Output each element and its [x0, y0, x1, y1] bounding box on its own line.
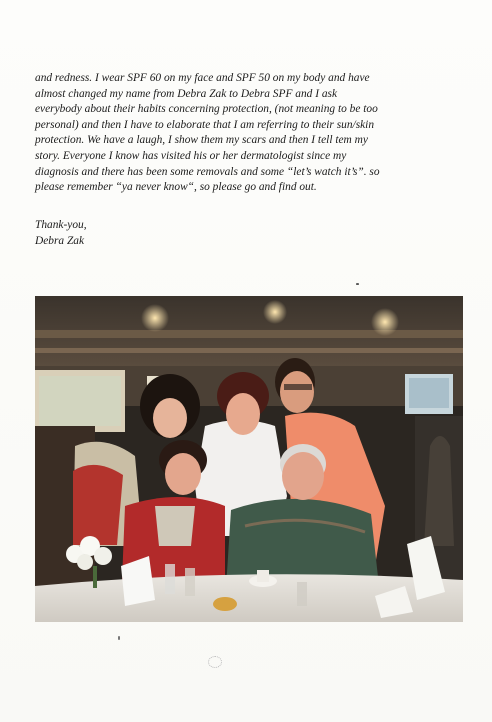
- scan-speck: [118, 636, 120, 640]
- signature-name: Debra Zak: [35, 234, 85, 247]
- letter-line: story. Everyone I know has visited his or her dermatologist since my: [35, 149, 347, 162]
- scan-speck: [356, 283, 359, 285]
- scan-speck: [208, 656, 222, 668]
- letter-body: [35, 71, 467, 196]
- letter-line: please remember “ya never know“, so please go and find out.: [35, 181, 317, 194]
- letter-line: diagnosis and there has been some removals and some “let’s watch it’s”. so: [35, 165, 380, 178]
- closing-text: Thank-you,: [35, 219, 87, 231]
- letter-line: and redness. I wear SPF 60 on my face and SPF 50 on my body and have: [35, 72, 370, 84]
- photo-illustration: [35, 296, 463, 622]
- letter-signoff: [35, 218, 87, 249]
- letter-line: everybody about their habits concerning protection, (not meaning to be too: [35, 103, 378, 116]
- family-group-photo: [35, 296, 463, 622]
- letter-line: personal) and then I have to elaborate that I am referring to their sun/skin: [35, 118, 375, 131]
- letter-line: almost changed my name from Debra Zak to Debra SPF and I ask: [35, 87, 338, 100]
- letter-line: protection. We have a laugh, I show them my scars and then I tell tem my: [35, 134, 368, 147]
